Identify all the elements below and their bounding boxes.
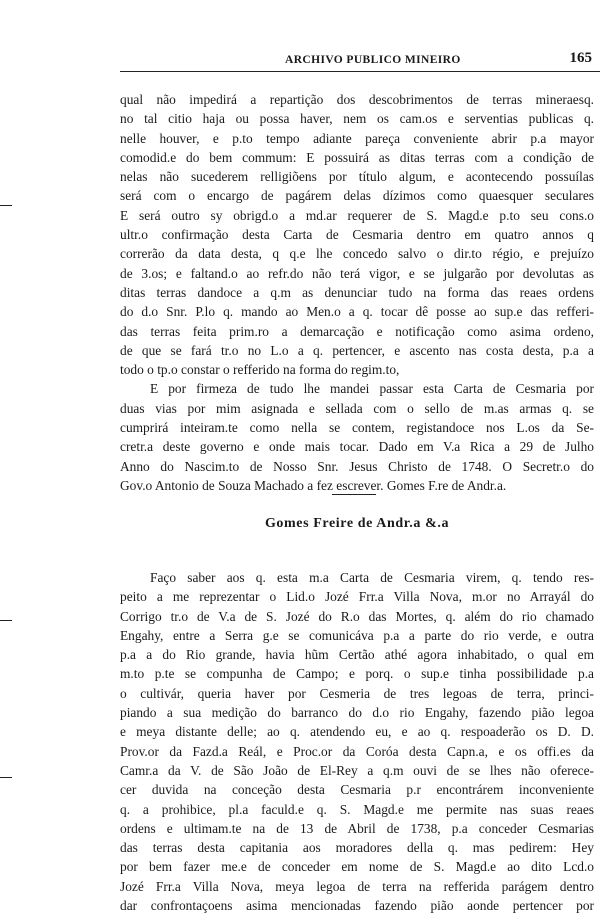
margin-mark <box>0 777 12 778</box>
text-line: das terras feita prim.ro a demarcação e notificação como asima ordeno, <box>120 323 594 339</box>
text-line: ditas terras dandoce a q.m as denunciar tudo na forma das reaes ordens <box>120 284 594 300</box>
text-line: Prov.or da Fazd.a Reál, e Proc.or da Coróa desta Capn.a, e os offi.es da <box>120 743 594 759</box>
text-line: nelle houver, e p.to tempo adiante pareça conveniente abrir p.a mayor <box>120 130 594 146</box>
new-charter-text <box>120 568 594 915</box>
text-line: E será outro sy obrigd.o a md.ar requerer de S. Magd.e p.to seu cons.o <box>120 207 594 223</box>
text-line: cer duvida na conceção desta Cesmaria p.r encontrárem inconveniente <box>120 782 594 798</box>
text-line: e meya distante delle; ao q. atendendo eu, e ao q. respoaderão os D. D. <box>120 724 594 740</box>
text-line: o cultivár, queria haver por Cesmeria de tres legoas de terra, princi- <box>120 685 594 701</box>
text-line: q. a prohibice, pl.a faculd.e q. S. Magd.e me permite nas suas reaes <box>120 801 594 817</box>
text-line: Faço saber aos q. esta m.a Carta de Cesmaria virem, q. tendo res- <box>150 570 594 585</box>
text-line: do d.o Snr. P.lo q. mando ao Men.o a q. tocar dê posse ao sup.e das refferi- <box>120 304 594 320</box>
margin-mark <box>0 620 12 621</box>
text-line: todo o tp.o constar o refferido na forma do regim.to, <box>120 362 400 378</box>
text-line: comodid.e do bem commum: E possuirá as ditas terras com a condição de <box>120 149 594 165</box>
text-line: cumprirá inteiram.te como nella se contem, registandoce nos L.os da Se- <box>120 420 594 436</box>
section-divider <box>332 494 376 495</box>
text-line: correrão da data desta, q q.e lhe concedo salvo o dir.to régio, e prejuízo <box>120 246 594 262</box>
text-line: Corrigo tr.o de V.a de S. Jozé do R.o das Mortes, q. além do rio chamado <box>120 608 594 624</box>
text-line: ultr.o confirmação desta Carta de Cesmaria dentro em quatro annos q <box>120 227 594 243</box>
text-line: por bem fazer me.e de conceder em nome de S. Magd.e ao dito Lcd.o <box>120 859 594 875</box>
text-line: nelas não sucederem relligiõens por título algum, e acontecendo possuílas <box>120 169 594 185</box>
charter-conclusion-text <box>120 90 594 495</box>
page-number: 165 <box>569 50 592 66</box>
page-header <box>120 48 600 72</box>
text-line: dar confrontaçoens asima mencionadas fazendo pião aonde pertencer por <box>120 898 594 914</box>
text-line: piando a sua medição do barranco do d.o rio Engahy, fazendo pião legoa <box>120 705 594 721</box>
text-line: Camr.a da V. de São João de El-Rey a q.m ouvi de se lhes não oferece- <box>120 762 594 778</box>
text-line: m.to p.te se compunha de Campo; e porq. o sup.e tinha possibilidade p.a <box>120 666 594 682</box>
text-line: duas vias por mim asignada e sellada com o sello de m.as armas q. se <box>120 400 594 416</box>
text-line: cretr.a deste governo e onde mais tocar. Dado em V.a Rica a 29 de Julho <box>120 439 594 455</box>
text-line: das terras desta capitania aos moradores della q. mas pedirem: Hey <box>120 840 594 856</box>
text-line: ordens e ultimam.te na de 13 de Abril de 1738, p.a conceder Cesmarias <box>120 820 594 836</box>
text-line: no tal citio haja ou possa haver, nem os cam.os e serventias publicas q. <box>120 111 594 127</box>
text-line: de que se fará tr.o no L.o a q. pertencer, e ascento nas costa desta, p.a a <box>120 342 594 358</box>
section-heading: Gomes Freire de Andr.a &.a <box>264 516 450 531</box>
text-line: qual não impedirá a repartição dos descobrimentos de terras mineraesq. <box>120 92 594 107</box>
text-line: será com o encargo de pagárem delas dízimos como quaesquer seculares <box>120 188 594 204</box>
text-line: Anno do Nascim.to de Nosso Snr. Jesus Christo de 1748. O Secretr.o do <box>120 458 594 474</box>
text-line: E por firmeza de tudo lhe mandei passar esta Carta de Cesmaria por <box>150 381 594 397</box>
text-line: Jozé Frr.a Villa Nova, meya legoa de terra na refferida parágem dentro <box>120 878 594 894</box>
text-line: p.a a do Rio grande, havia hũm Certão athé agora inhabitado, o qual em <box>120 647 594 663</box>
text-line: Gov.o Antonio de Souza Machado a fez escrever. Gomes F.re de Andr.a. <box>120 477 507 493</box>
header-rule <box>120 71 600 72</box>
text-line: Engahy, entre a Serra g.e se comunicáva p.a a parte do rio verde, e outra <box>120 627 594 643</box>
text-line: de 3.os; e faltand.o ao refr.do não terá vigor, e se julgarão por devolutas as <box>120 265 594 281</box>
text-line: peito a me reprezentar o Lid.o Jozé Frr.a Villa Nova, m.or no Arrayál do <box>120 589 594 605</box>
running-title: ARCHIVO PUBLICO MINEIRO <box>285 54 461 66</box>
margin-mark <box>0 205 12 206</box>
